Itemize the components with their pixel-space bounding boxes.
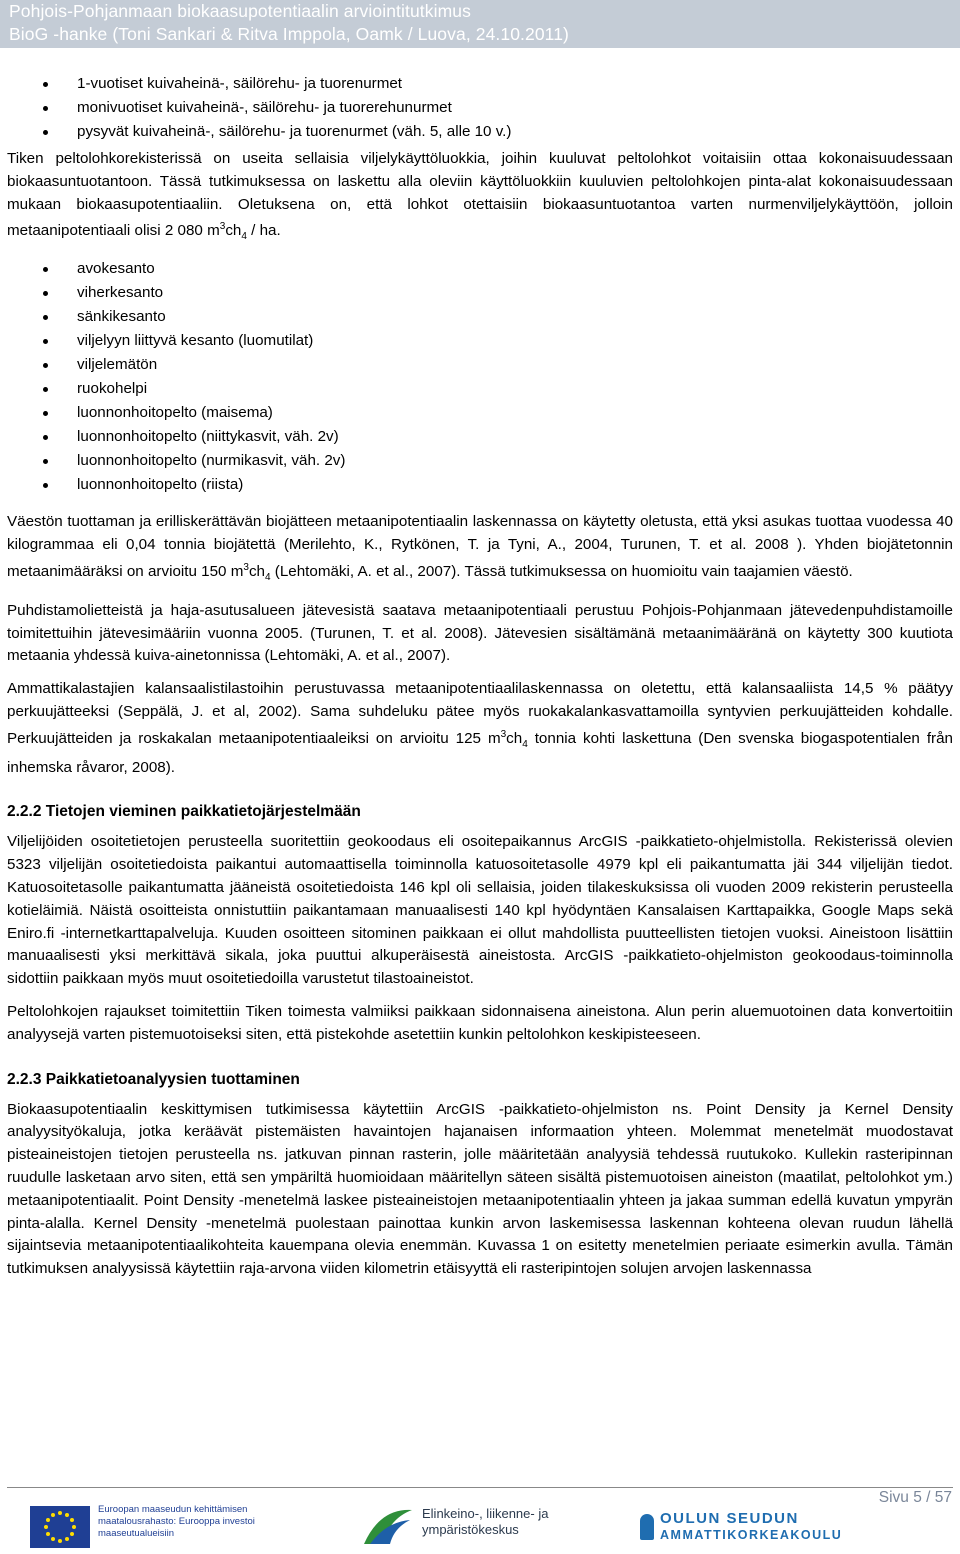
oamk-line2: AMMATTIKORKEAKOULU — [660, 1528, 843, 1542]
oamk-logo — [640, 1510, 940, 1546]
list-item: ruokohelpi — [7, 377, 953, 401]
page-number: Sivu 5 / 57 — [878, 1489, 952, 1506]
list-item: viherkesanto — [7, 281, 953, 305]
header-title: Pohjois-Pohjanmaan biokaasupotentiaalin arviointitutkimus — [9, 1, 471, 21]
list-item: viljelemätön — [7, 353, 953, 377]
list-item: avokesanto — [7, 257, 953, 281]
eu-flag-icon — [30, 1506, 90, 1548]
document-body — [7, 72, 953, 1291]
list-item: monivuotiset kuivaheinä-, säilörehu- ja tuorerehunurmet — [7, 96, 953, 120]
paragraph-analyysit: Biokaasupotentiaalin keskittymisen tutkimisessa käytettiin ArcGIS -paikkatieto-ohjelmiston ns. Point Density ja Kernel Density analyysityökaluja, jotka keräävät pistemäisten havaintojen hajanaisen informaation yhteen. Molemmat menetelmät muodostavat pisteaineistojen tietojen perusteella ns. jatkuvan pinnan rasterin, jolle määritetään analyysiä tehdessä ruutukoko. Kullekin rasteripinnan ruudulle lasketaan arvo siten, että sen ympäriltä huomioidaan määritellyn säteen sisältä pistemuotoisen aineiston (maatilat, peltolohkot ym.) metaanipotentiaalit. Point Density -menetelmä laskee pisteaineistojen metaanipotentiaalin yhteen ja jakaa summan edellä kuvatun ympyrän pinta-alalla. Kernel Density -menetelmä puolestaan painottaa kunkin arvon laskemisessa laskennan kohteena olevan ruudun lähellä sijaintsevia metaanipotentiaalikohteita kauempana olevia enemmän. Kuvassa 1 on esitetty menetelmien periaate esimerkin avulla. Tämän tutkimuksen analyysissä käytettiin raja-arvona viiden kilometrin etäisyyttä eli rasteripintojen solujen arvojen laskennassa — [7, 1100, 953, 1278]
page-header — [0, 0, 960, 48]
list-item: 1-vuotiset kuivaheinä-, säilörehu- ja tuorenurmet — [7, 72, 953, 96]
section-heading-2-2-3: 2.2.3 Paikkatietoanalyysien tuottaminen — [7, 1070, 300, 1088]
paragraph-kayttoluokat: Tiken peltolohkorekisterissä on useita sellaisia viljelykäyttöluokkia, joihin kuuluvat peltolohkot voitaisiin ottaa kokonaisuudessaan biokaasuntuotantoon. Tässä tutkimuksessa on laskettu alla oleviin käyttöluokkiin kuuluvien peltolohkojen pinta-alat kokonaisuudessaan mukaan biokaasupotentiaaliin. Oletuksena on, että lohkot otettaisiin biokaasuntuotantoa varten nurmenviljelykäyttöön, jolloin metaanipotentiaali olisi 2 080 $m^3ch_4$ / ha. — [7, 150, 953, 243]
list-item: viljelyyn liittyvä kesanto (luomutilat) — [7, 329, 953, 353]
bullet-list-kayttoluokat — [7, 257, 953, 497]
list-item: luonnonhoitopelto (maisema) — [7, 401, 953, 425]
footer-logos — [0, 1500, 960, 1554]
paragraph-geokoodaus: Viljelijöiden osoitetietojen perusteella suoritettiin geokoodaus eli osoitepaikannus ArcGIS -paikkatieto-ohjelmistolla. Rekisterissä olevien 5323 viljelijän osoitetiedoista paikantui automaattisella toiminnolla katuosoitetasolle 4979 kpl eli paikantumatta jäi 344 viljelijän tiedot. Katuosoitetasolle paikantumatta jääneistä osoitetiedoista 146 kpl oli sellaisia, joiden tilakeskuksissa oli vuoden 2009 rekisterin perusteella kotieläimiä. Näistä osoitteista onnistuttiin paikantamaan manuaalisesti 140 kpl hyödyntäen Kansalaisen Karttapaikka, Google Maps sekä Eniro.fi -internetkarttapalveluja. Kuuden osoitteen sitominen paikkaan ei ollut mahdollista puutteellisten tietojen vuoksi. Aineistoon lisättiin manuaalisesti yksi merkittävä sikala, joka puuttui alkuperäisestä aineistosta. ArcGIS -paikkatieto-ohjelmiston geokoodaus-toiminnolla sidottiin paikkaan myös muut osoitetiedoilla varustetut tilastoaineistot. — [7, 833, 953, 988]
list-item: luonnonhoitopelto (niittykasvit, väh. 2v) — [7, 425, 953, 449]
eu-fund-text: Euroopan maaseudun kehittämisen maatalousrahasto: Eurooppa investoi maaseutualueisiin — [98, 1504, 255, 1539]
section-heading-2-2-2: 2.2.2 Tietojen vieminen paikkatietojärjestelmään — [7, 803, 361, 821]
paragraph-kalat: Ammattikalastajien kalansaalistilastoihin perustuvassa metaanipotentiaalilaskennassa on oletettu, että kalansaaliista 14,5 % päätyy perkuujätteeksi (Seppälä, J. et al, 2002). Sama suhdeluku pätee myös ruokakalankasvattamoilla syntyvien perkuujätteiden kohdalle. Perkuujätteiden ja roskakalan metaanipotentiaaleiksi on arvioitu 125 $m^3ch_4$ tonnia kohti laskettuna (Den svenska biogaspotentialen från inhemska råvaror, 2008). — [7, 680, 953, 776]
paragraph-biojate: Väestön tuottaman ja erilliskerättävän biojätteen metaanipotentiaalin laskennassa on käytetty oletusta, että yksi asukas tuottaa vuodessa 40 kilogrammaa eli 0,04 tonnia biojätettä (Merilehto, K., Rytkönen, T. ja Tyni, A., 2004, Turunen, T. et al. 2008 ). Yhden biojätetonnin metaanimääräksi on arvioitu 150 $m^3ch_4$ (Lehtomäki, A. et al., 2007). Tässä tutkimuksessa on huomioitu vain taajamien väestö. — [7, 513, 953, 583]
oamk-line1: OULUN SEUDUN — [660, 1510, 799, 1527]
list-item: luonnonhoitopelto (riista) — [7, 473, 953, 497]
paragraph-jatevedet: Puhdistamolietteistä ja haja-asutusalueen jätevesistä saatava metaanipotentiaali perustuu Pohjois-Pohjanmaan jätevedenpuhdistamoille toimitettuihin jätevesimääriin vuonna 2005. (Turunen, T. et al. 2008). Jätevesien sisältämänä metaanimääränä on käytetty 300 kuutiota metaania yhdessä kuiva-ainetonnissa (Lehtomäki, A. et al., 2007). — [7, 601, 953, 665]
paragraph-peltolohkot: Peltolohkojen rajaukset toimitettiin Tiken toimesta valmiiksi paikkaan sidonnaisena aineistona. Alun perin aluemuotoinen data konvertoitiin analyysejä varten pistemuotoiseksi siten, että pistekohde asetettiin kunkin peltolohkon keskipisteeseen. — [7, 1003, 953, 1043]
bullet-list-nurmet — [7, 72, 953, 144]
list-item: luonnonhoitopelto (nurmikasvit, väh. 2v) — [7, 449, 953, 473]
ely-logo-icon — [360, 1504, 416, 1548]
list-item: sänkikesanto — [7, 305, 953, 329]
header-subtitle: BioG -hanke (Toni Sankari & Ritva Imppola, Oamk / Luova, 24.10.2011) — [9, 24, 569, 44]
ely-text: Elinkeino-, liikenne- ja ympäristökeskus — [422, 1506, 549, 1537]
oamk-mark-icon — [640, 1514, 654, 1540]
list-item: pysyvät kuivaheinä-, säilörehu- ja tuorenurmet (väh. 5, alle 10 v.) — [7, 120, 953, 144]
footer-divider — [7, 1487, 953, 1488]
